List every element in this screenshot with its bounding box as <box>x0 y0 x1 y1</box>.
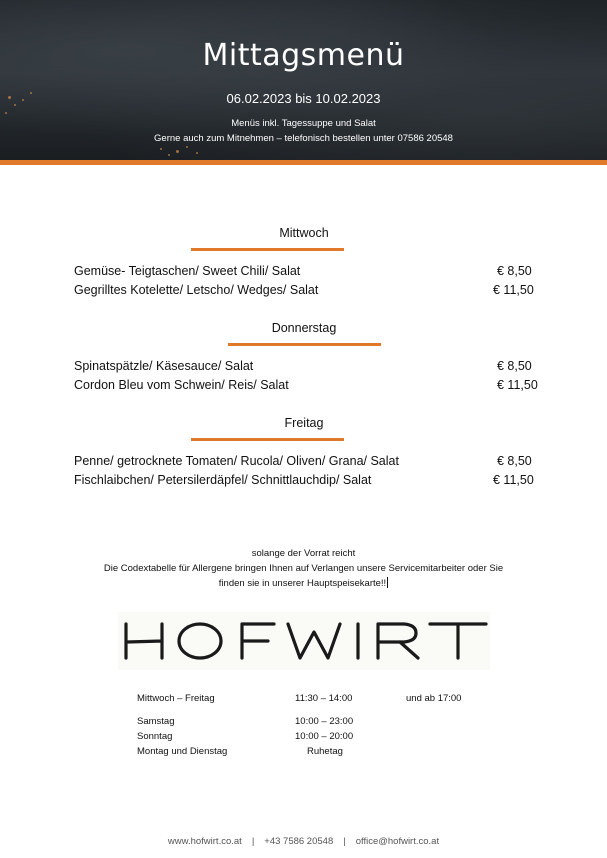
hours-time: 11:30 – 14:00 <box>295 693 353 704</box>
hours-days: Samstag <box>137 716 175 727</box>
day-heading-donnerstag: Donnerstag <box>271 321 337 335</box>
page-title: Mittagsmenü <box>202 38 405 73</box>
takeaway-note: Gerne auch zum Mitnehmen – telefonisch bestellen unter 07586 20548 <box>154 133 453 144</box>
decor-speck <box>196 152 198 154</box>
day-heading-mittwoch: Mittwoch <box>279 226 329 240</box>
hours-time: 10:00 – 23:00 <box>295 716 354 727</box>
supply-note: solange der Vorrat reicht <box>251 548 356 559</box>
day-underline <box>228 343 381 346</box>
phone-number[interactable]: +43 7586 20548 <box>264 836 334 847</box>
hours-days: Montag und Dienstag <box>137 746 228 757</box>
footer-separator: | <box>251 836 255 847</box>
decor-speck <box>186 146 188 148</box>
hours-days: Sonntag <box>137 731 173 742</box>
dish-name: Fischlaibchen/ Petersilerdäpfel/ Schnittlauchdip/ Salat <box>74 473 372 487</box>
day-heading-freitag: Freitag <box>284 416 324 430</box>
email-link[interactable]: office@hofwirt.co.at <box>355 836 440 847</box>
hours-extra: und ab 17:00 <box>406 693 462 704</box>
hours-days: Mittwoch – Freitag <box>137 693 215 704</box>
dish-price: € 11,50 <box>493 473 534 487</box>
dish-price: € 8,50 <box>497 359 532 373</box>
decor-speck <box>168 154 170 156</box>
header-banner <box>0 0 607 161</box>
day-underline <box>191 438 344 441</box>
footer-contact <box>0 836 607 847</box>
decor-speck <box>160 148 162 150</box>
footer-separator: | <box>343 836 346 847</box>
decor-speck <box>5 112 7 114</box>
dish-price: € 11,50 <box>493 283 534 297</box>
dish-name: Penne/ getrocknete Tomaten/ Rucola/ Oliven/ Grana/ Salat <box>74 454 399 468</box>
hours-time: 10:00 – 20:00 <box>295 731 354 742</box>
allergen-note-line2 <box>0 577 607 589</box>
header-accent-bar <box>0 160 607 165</box>
day-underline <box>191 248 344 251</box>
dish-price: € 8,50 <box>497 454 532 468</box>
dish-name: Cordon Bleu vom Schwein/ Reis/ Salat <box>74 378 289 392</box>
hours-time: Ruhetag <box>307 746 343 757</box>
hofwirt-logo-wordmark <box>118 612 490 670</box>
dish-name: Gemüse- Teigtaschen/ Sweet Chili/ Salat <box>74 264 301 278</box>
decor-speck <box>176 150 179 153</box>
allergen-note-line1: Die Codextabelle für Allergene bringen Ihnen auf Verlangen unsere Servicemitarbeiter oder Sie <box>103 563 504 574</box>
text-cursor <box>387 577 388 588</box>
date-range: 06.02.2023 bis 10.02.2023 <box>226 91 381 106</box>
dish-name: Spinatspätzle/ Käsesauce/ Salat <box>74 359 254 373</box>
dish-name: Gegrilltes Kotelette/ Letscho/ Wedges/ Salat <box>74 283 319 297</box>
menu-includes-note: Menüs inkl. Tagessuppe und Salat <box>231 118 376 129</box>
website-link[interactable]: www.hofwirt.co.at <box>167 836 242 847</box>
allergen-note-line2-text: finden sie in unserer Hauptspeisekarte!! <box>218 578 387 589</box>
hofwirt-logo <box>118 612 490 670</box>
dish-price: € 8,50 <box>497 264 532 278</box>
dish-price: € 11,50 <box>497 378 538 392</box>
